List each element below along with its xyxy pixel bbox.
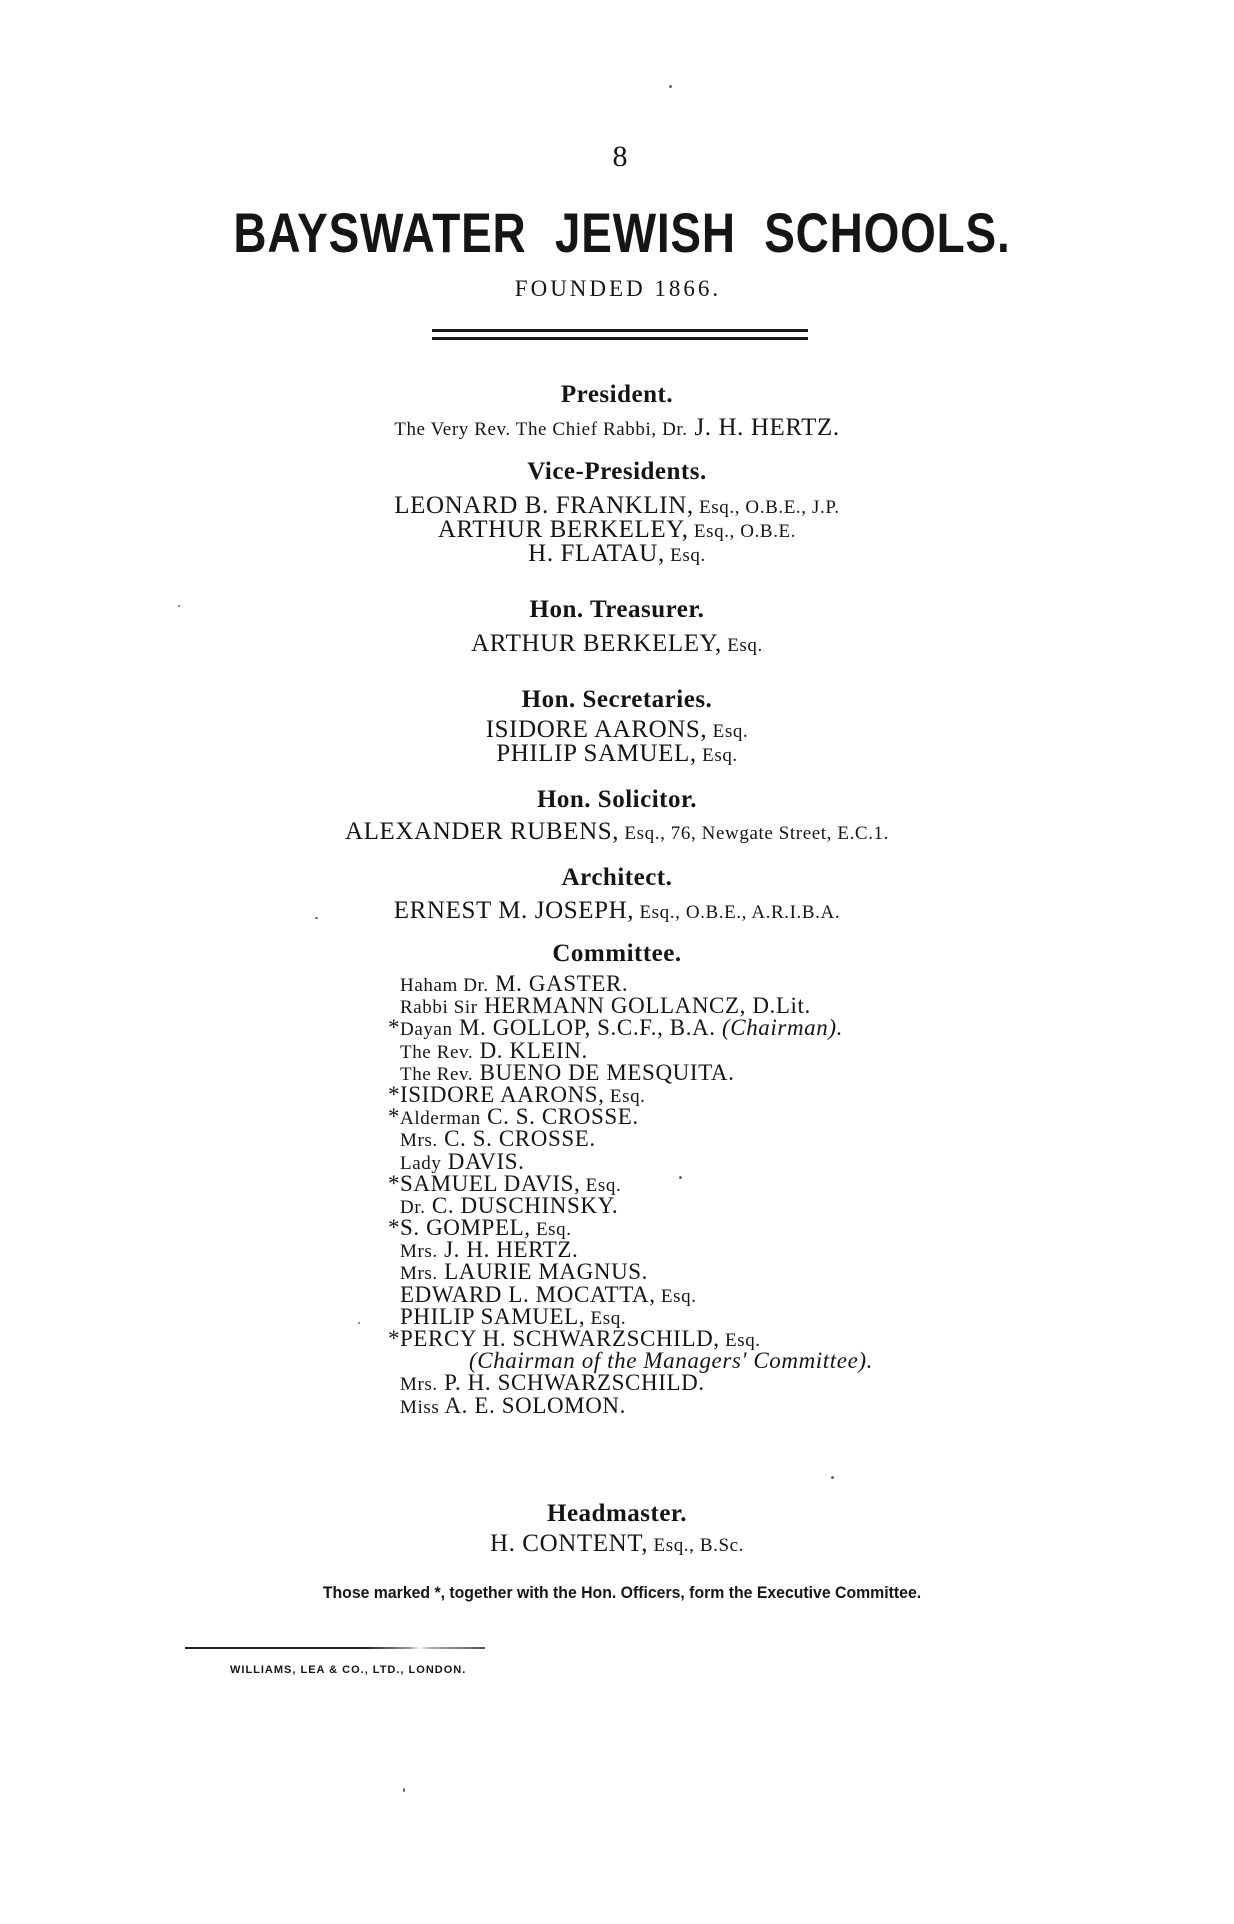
headmaster-suffix: Esq., B.Sc.: [648, 1535, 745, 1556]
member-name: J. H. HERTZ.: [437, 1237, 579, 1263]
member-title: Mrs.: [400, 1263, 438, 1285]
headmaster-name: H. CONTENT,: [489, 1530, 649, 1557]
member-title: Mrs.: [400, 1374, 438, 1396]
member-title: Mrs.: [400, 1130, 438, 1152]
solicitor-name: ALEXANDER RUBENS,: [344, 818, 620, 845]
title-divider-bottom: [432, 337, 808, 340]
member-suffix: Esq.: [655, 1285, 697, 1307]
member-suffix: Esq.: [530, 1219, 572, 1241]
scan-speck: [178, 605, 180, 607]
executive-star-marker: *: [388, 1015, 401, 1041]
member-name: C. S. CROSSE.: [480, 1104, 639, 1130]
member-title: Dr.: [400, 1196, 426, 1218]
scan-speck: [358, 1322, 360, 1324]
secretary-name: PHILIP SAMUEL,: [496, 740, 697, 767]
vice-president-name: ARTHUR BERKELEY,: [437, 516, 689, 543]
executive-star-marker: *: [388, 1104, 401, 1130]
vice-president-suffix: Esq.: [664, 545, 706, 566]
committee-member: [400, 1128, 873, 1150]
member-suffix: (Chairman of the Managers' Committee).: [469, 1348, 873, 1374]
imprint-divider: [185, 1647, 485, 1649]
member-name: LAURIE MAGNUS.: [437, 1259, 649, 1285]
committee-member: [400, 1059, 873, 1085]
member-suffix: Esq.: [719, 1330, 761, 1351]
heading-committee: Committee.: [552, 940, 682, 967]
member-title: The Rev.: [400, 1063, 474, 1085]
committee-member: [400, 1239, 873, 1261]
solicitor-suffix: Esq., 76, Newgate Street, E.C.1.: [619, 823, 889, 844]
printer-imprint: WILLIAMS, LEA & CO., LTD., LONDON.: [230, 1664, 467, 1676]
member-suffix: Esq.: [604, 1085, 646, 1107]
executive-star-marker: *: [388, 1326, 401, 1351]
committee-member: [400, 1392, 873, 1418]
member-name: ISIDORE AARONS,: [400, 1081, 605, 1107]
heading-treasurer: Hon. Treasurer.: [529, 596, 705, 623]
title-divider-top: [432, 329, 808, 332]
member-name: P. H. SCHWARZSCHILD.: [437, 1370, 705, 1396]
vice-president-suffix: Esq., O.B.E., J.P.: [693, 497, 840, 518]
member-name: M. GASTER.: [488, 971, 629, 996]
member-name: C. DUSCHINSKY.: [425, 1192, 619, 1218]
member-title: Haham Dr.: [400, 975, 489, 996]
scan-speck: [669, 85, 672, 88]
member-title: Alderman: [400, 1108, 481, 1130]
secretary-line: [0, 740, 1234, 768]
architect-suffix: Esq., O.B.E., A.R.I.B.A.: [634, 902, 841, 923]
member-title: Dayan: [400, 1019, 453, 1041]
secretary-name: ISIDORE AARONS,: [485, 716, 708, 743]
founded-line: FOUNDED 1866.: [514, 276, 722, 301]
member-name: D. KLEIN.: [473, 1037, 588, 1063]
secretary-suffix: Esq.: [696, 745, 738, 766]
executive-star-marker: *: [388, 1170, 401, 1196]
president-line: [0, 414, 1234, 442]
president-title: The Very Rev. The Chief Rabbi, Dr.: [394, 419, 688, 440]
committee-member: [400, 1303, 873, 1329]
member-title: Miss: [400, 1396, 440, 1418]
committee-member: [400, 1261, 873, 1283]
committee-member: [388, 1326, 873, 1351]
treasurer-name: ARTHUR BERKELEY,: [471, 630, 722, 657]
scan-speck: [403, 1788, 405, 1792]
member-title: Rabbi Sir: [400, 997, 478, 1019]
committee-member: [400, 995, 873, 1017]
committee-member: [400, 973, 873, 995]
committee-member: [388, 1215, 873, 1241]
page-number: 8: [612, 140, 628, 173]
member-name: C. S. CROSSE.: [437, 1126, 596, 1152]
president-name: J. H. HERTZ.: [687, 414, 840, 441]
vice-president-suffix: Esq., O.B.E.: [688, 521, 797, 542]
executive-star-marker: *: [388, 1081, 401, 1107]
committee-member: [400, 1037, 873, 1063]
member-title: The Rev.: [400, 1041, 474, 1063]
executive-committee-footnote: Those marked *, together with the Hon. Officers, form the Executive Committee.: [322, 1583, 922, 1602]
member-name: HERMANN GOLLANCZ, D.Lit.: [477, 993, 811, 1019]
vice-president-line: [0, 540, 1234, 568]
member-suffix: Esq.: [585, 1307, 627, 1329]
committee-member: [388, 1081, 873, 1107]
member-name: PHILIP SAMUEL,: [400, 1303, 586, 1329]
committee-list: [388, 971, 873, 1418]
executive-star-marker: *: [388, 1215, 401, 1241]
heading-secretaries: Hon. Secretaries.: [521, 686, 713, 713]
member-name: SAMUEL DAVIS,: [400, 1170, 581, 1196]
member-title: Mrs.: [400, 1241, 438, 1263]
secretary-suffix: Esq.: [707, 721, 749, 742]
committee-member: [400, 1148, 873, 1174]
heading-headmaster: Headmaster.: [547, 1500, 687, 1527]
scan-speck: [831, 1476, 834, 1479]
solicitor-line: [0, 818, 1234, 846]
heading-solicitor: Hon. Solicitor.: [536, 786, 698, 813]
architect-line: [0, 897, 1234, 925]
member-name: A. E. SOLOMON.: [439, 1392, 626, 1418]
member-suffix: Esq.: [580, 1174, 622, 1196]
member-suffix: (Chairman).: [722, 1015, 843, 1041]
member-name: DAVIS.: [441, 1148, 525, 1174]
heading-vice-presidents: Vice-Presidents.: [527, 458, 707, 485]
member-title: Lady: [400, 1152, 442, 1174]
committee-member: [388, 1015, 873, 1041]
vice-president-name: H. FLATAU,: [528, 540, 665, 567]
heading-architect: Architect.: [561, 864, 673, 891]
committee-member: [400, 1281, 873, 1307]
member-name: M. GOLLOP, S.C.F., B.A.: [452, 1015, 722, 1041]
committee-member: [388, 1170, 873, 1196]
headmaster-line: [0, 1530, 1234, 1558]
scan-speck: [679, 1176, 682, 1179]
member-name: PERCY H. SCHWARZSCHILD,: [400, 1326, 720, 1351]
page-title: BAYSWATER JEWISH SCHOOLS.: [233, 201, 1011, 264]
member-name: EDWARD L. MOCATTA,: [400, 1281, 656, 1307]
member-name: BUENO DE MESQUITA.: [473, 1059, 735, 1085]
committee-member: [400, 1192, 873, 1218]
committee-note: [400, 1350, 873, 1372]
committee-member: [388, 1104, 873, 1130]
scan-speck: [315, 917, 318, 919]
treasurer-line: [0, 630, 1234, 658]
heading-president: President.: [560, 381, 674, 408]
committee-member: [400, 1372, 873, 1394]
architect-name: ERNEST M. JOSEPH,: [393, 897, 635, 924]
member-name: S. GOMPEL,: [400, 1215, 531, 1241]
vice-president-name: LEONARD B. FRANKLIN,: [394, 492, 694, 519]
treasurer-suffix: Esq.: [721, 635, 763, 656]
